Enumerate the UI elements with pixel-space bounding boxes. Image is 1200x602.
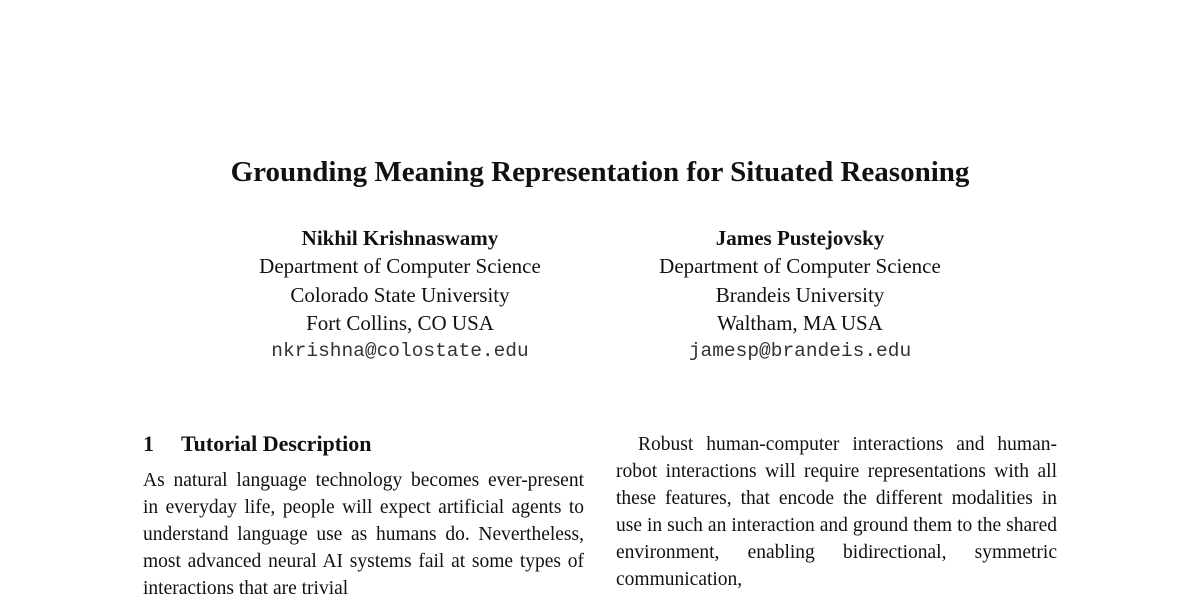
section-title: Tutorial Description <box>181 431 372 456</box>
author-email: nkrishna@colostate.edu <box>271 340 529 363</box>
author-name: James Pustejovsky <box>715 226 885 250</box>
author-block-2 <box>590 224 1010 365</box>
author-name: Nikhil Krishnaswamy <box>301 226 499 250</box>
section-heading <box>143 430 371 458</box>
paper-title: Grounding Meaning Representation for Situated Reasoning <box>230 156 970 188</box>
body-paragraph-left: As natural language technology becomes ever-present in everyday life, people will expect artificial agents to understand language use as humans do. Nevertheless, most advanced neural AI systems fail at some types of interactions that are trivial <box>143 470 584 599</box>
author-location: Fort Collins, CO USA <box>306 310 494 335</box>
author-block-1 <box>190 224 610 365</box>
body-paragraph-right: Robust human-computer interactions and human-robot interactions will require representations with all these features, that encode the different modalities in use in such an interaction and ground them to the shared environment, enabling bidirectional, symmetric communication, <box>616 434 1057 590</box>
author-location: Waltham, MA USA <box>717 310 883 335</box>
section-number: 1 <box>143 431 154 456</box>
author-email: jamesp@brandeis.edu <box>688 340 912 363</box>
author-institution: Colorado State University <box>290 282 510 307</box>
author-department: Department of Computer Science <box>259 254 541 279</box>
author-department: Department of Computer Science <box>659 254 941 279</box>
author-institution: Brandeis University <box>715 282 885 307</box>
